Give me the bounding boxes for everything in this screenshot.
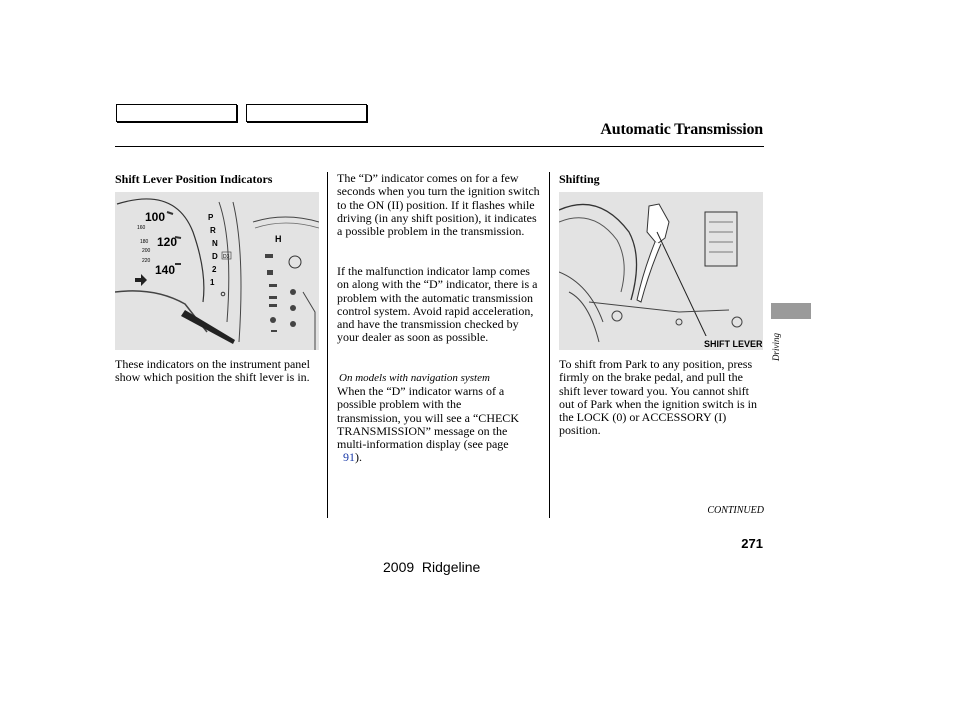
indicator-2: 2	[212, 265, 217, 274]
col2-para2: If the malfunction indicator lamp comes on along with the “D” indicator, there is a problem with the automatic transmission control system. Avoid rapid acceleration, and have the transmission checked by your dealer as soon as possible.	[337, 264, 538, 345]
continued-note: CONTINUED	[707, 505, 764, 516]
speed-label-140: 140	[155, 263, 176, 277]
indicator-n: N	[212, 239, 218, 248]
title-rule	[115, 146, 764, 147]
col1-body: These indicators on the instrument panel show which position the shift lever is in.	[115, 357, 310, 385]
col2-para3-line1: When the “D” indicator warns of a	[337, 384, 505, 398]
small-label-180: 180	[140, 239, 149, 245]
speed-label-100: 100	[145, 210, 166, 224]
instrument-panel-figure	[115, 192, 319, 350]
page-title: Automatic Transmission	[600, 121, 763, 138]
section-heading-indicators: Shift Lever Position Indicators	[115, 172, 273, 186]
footer-model: 2009 Ridgeline	[383, 559, 481, 575]
nav-box-1[interactable]	[116, 104, 237, 122]
gauge-label-h: H	[275, 234, 282, 244]
small-label-220: 220	[142, 258, 151, 264]
indicator-d: D	[212, 252, 218, 261]
col2-para3-line4: TRANSMISSION” message on the	[337, 423, 508, 438]
section-tab[interactable]	[771, 303, 811, 319]
page-link-91[interactable]: 91	[343, 450, 355, 465]
section-heading-shifting: Shifting	[559, 172, 600, 186]
column-divider-1	[327, 172, 328, 518]
page-link-close: ).	[355, 450, 362, 465]
small-label-160: 160	[137, 225, 146, 231]
shift-lever-figure	[559, 192, 763, 350]
page-number: 271	[741, 536, 763, 551]
shift-lever-label: SHIFT LEVER	[704, 339, 763, 349]
side-label-text: Driving	[771, 333, 781, 361]
col2-para3-line3: transmission, you will see a “CHECK	[337, 410, 519, 425]
instrument-panel-illustration	[115, 192, 319, 350]
col2-para3	[337, 385, 549, 465]
shift-lever-illustration	[559, 192, 763, 350]
indicator-1: 1	[210, 278, 215, 287]
column-divider-2	[549, 172, 550, 518]
col2-para3-line2: possible problem with the	[337, 397, 462, 412]
col2-para3-line6	[337, 451, 549, 464]
col3-body: To shift from Park to any position, press firmly on the brake pedal, and pull the shift lever toward you. You cannot shift out of Park when the ignition switch is in the LOCK (0) or ACCESSORY (I) position.	[559, 357, 757, 438]
col2-nav-note: On models with navigation system	[339, 372, 490, 384]
nav-box-2[interactable]	[246, 104, 367, 122]
small-label-200: 200	[142, 248, 151, 254]
speed-label-120: 120	[157, 235, 178, 249]
indicator-p: P	[208, 213, 214, 222]
side-label	[768, 321, 782, 361]
indicator-r: R	[210, 226, 216, 235]
col2-para3-line5: multi-information display (see page	[337, 437, 509, 452]
col2-para1: The “D” indicator comes on for a few seconds when you turn the ignition switch to the ON (II) position. If it flashes while driving (in any shift position), it indicates a possible problem in the transmission.	[337, 171, 540, 239]
indicator-d3: D3	[223, 254, 230, 260]
